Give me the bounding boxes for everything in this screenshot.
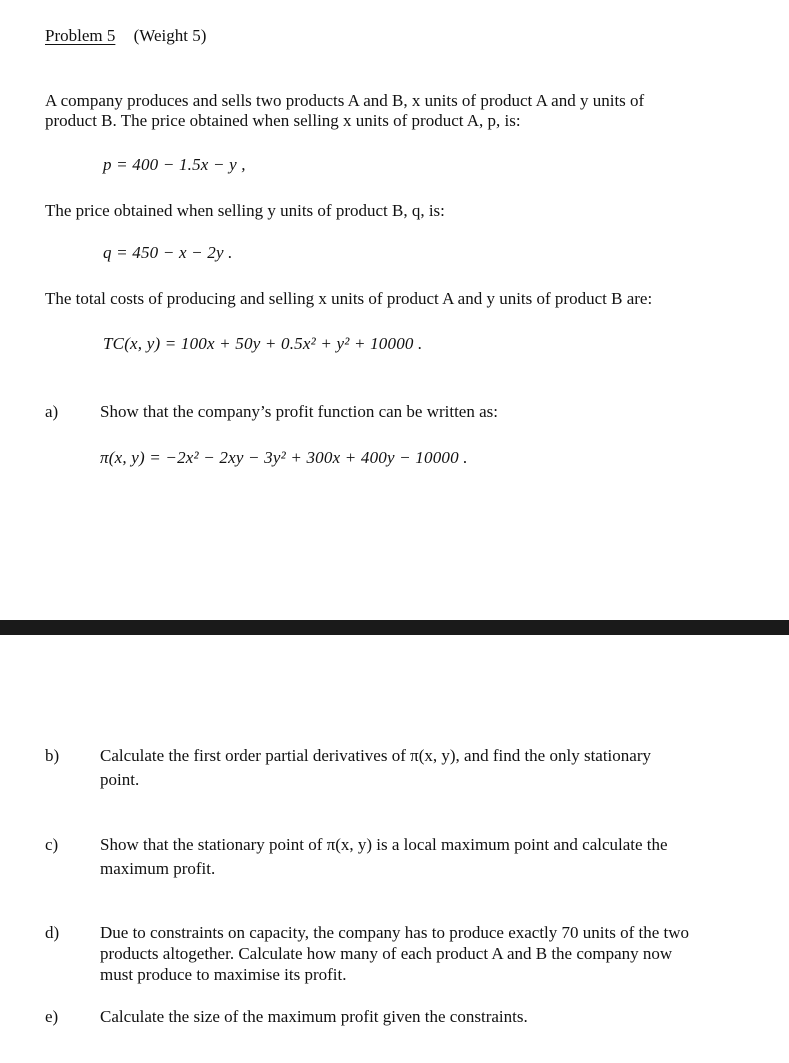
part-d-line-1: Due to constraints on capacity, the company has to produce exactly 70 units of the two: [100, 923, 690, 942]
part-a-text: Show that the company’s profit function can be written as:: [100, 402, 498, 421]
price-b-text: The price obtained when selling y units of product B, q, is:: [45, 201, 445, 220]
problem-title: Problem 5: [45, 26, 116, 45]
intro-line-1: A company produces and sells two products A and B, x units of product A and y units of: [45, 91, 645, 110]
equation-price-a: p = 400 − 1.5x − y ,: [103, 155, 246, 174]
problem-header: [45, 26, 206, 46]
part-c-line-2: maximum profit.: [100, 859, 216, 878]
equation-profit: π(x, y) = −2x² − 2xy − 3y² + 300x + 400y − 10000 .: [100, 448, 468, 467]
intro-line-2: product B. The price obtained when selling x units of product A, p, is:: [45, 111, 521, 130]
part-b-line-1: Calculate the first order partial derivatives of π(x, y), and find the only stationary: [100, 746, 651, 765]
cost-text: The total costs of producing and selling x units of product A and y units of product B are:: [45, 289, 653, 308]
part-e-text: Calculate the size of the maximum profit given the constraints.: [100, 1007, 528, 1026]
part-b-label: b): [45, 746, 60, 765]
part-d-line-2: products altogether. Calculate how many of each product A and B the company now: [100, 944, 673, 963]
part-d-label: d): [45, 923, 60, 942]
part-a-label: a): [45, 402, 59, 421]
part-b-line-2: point.: [100, 770, 140, 789]
part-c-line-1: Show that the stationary point of π(x, y) is a local maximum point and calculate the: [100, 835, 668, 854]
equation-price-b: q = 450 − x − 2y .: [103, 243, 233, 262]
page-divider: [0, 620, 789, 635]
problem-weight: (Weight 5): [133, 26, 207, 45]
equation-total-cost: TC(x, y) = 100x + 50y + 0.5x² + y² + 10000 .: [103, 334, 423, 353]
part-c-label: c): [45, 835, 59, 854]
part-e-label: e): [45, 1007, 59, 1026]
part-d-line-3: must produce to maximise its profit.: [100, 965, 347, 984]
